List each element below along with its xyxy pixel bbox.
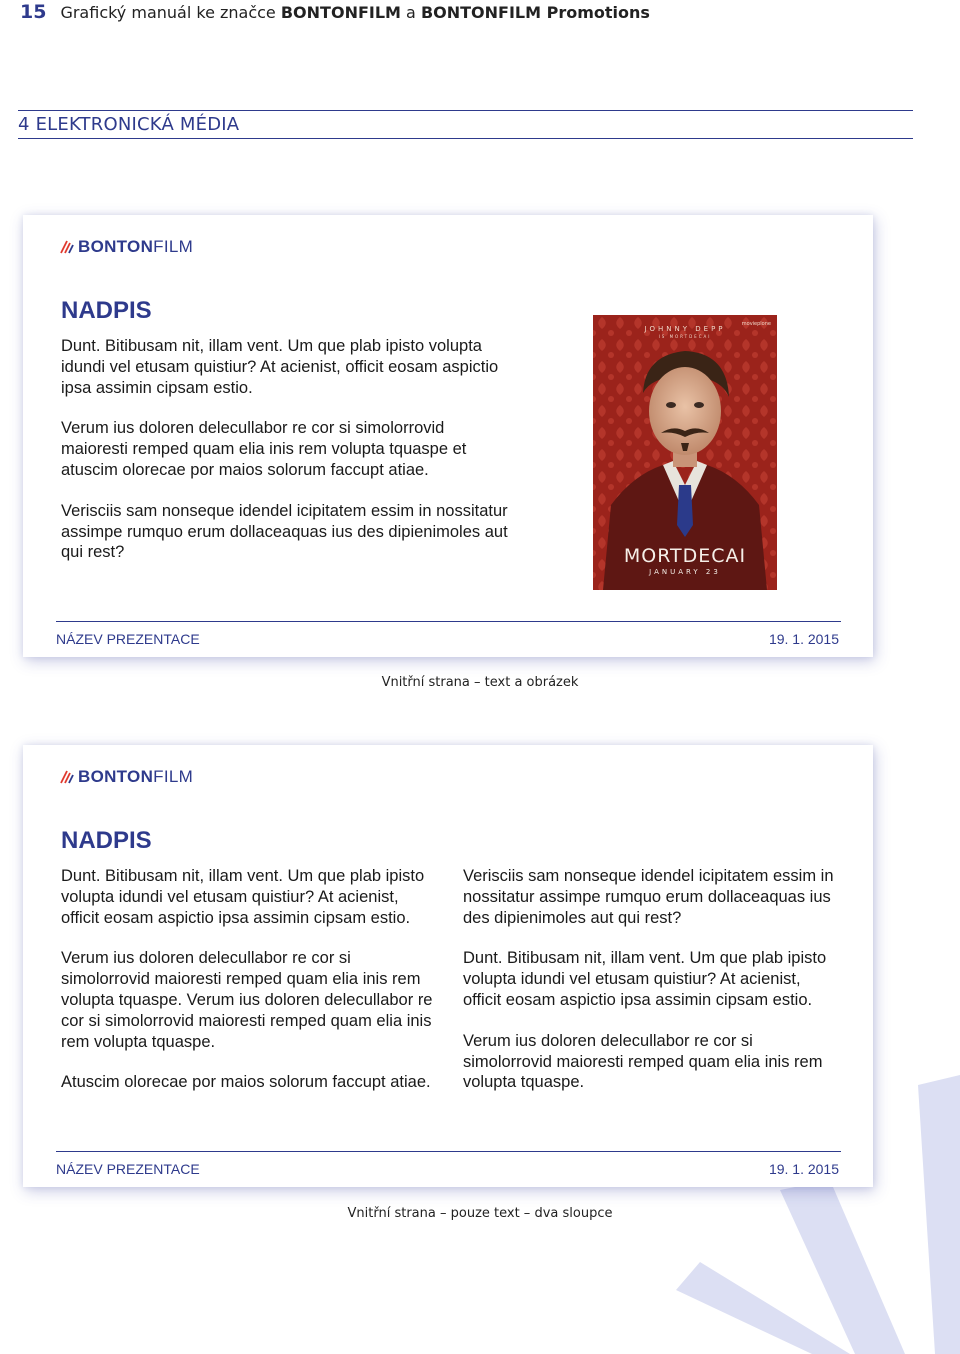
bontonfilm-logo: BONTON FILM (60, 237, 193, 257)
paragraph: Verisciis sam nonseque idendel icipitatem essim in nossitatur assimpe rumquo erum dollaceaquas ius des dipienimoles aut qui rest? (463, 867, 834, 927)
slide-two-columns (23, 745, 873, 1187)
slide-heading: NADPIS (61, 297, 152, 324)
movie-poster-image (593, 315, 777, 590)
bontonfilm-logo: BONTON FILM (60, 767, 193, 787)
paragraph: Verum ius doloren delecullabor re cor si simolorrovid maioresti remped quam elia inis rem volupta tquaspe et atuscim olorecae por maios solorum faccupt atiae. (61, 419, 467, 479)
bontonfilm-logo-icon (60, 240, 76, 254)
section-title: 4 ELEKTRONICKÁ MÉDIA (18, 114, 240, 135)
slide-body (61, 336, 511, 583)
paragraph: Dunt. Bitibusam nit, illam vent. Um que plab ipisto volupta idundi vel etusam quistiur? At acienist, officit eosam aspictio ipsa assimin cipsam estio. (463, 949, 827, 1009)
page-header (20, 0, 650, 24)
paragraph: Atuscim olorecae por maios solorum faccupt atiae. (61, 1073, 431, 1092)
text-column-right (463, 866, 843, 1113)
footer-presentation-name: NÁZEV PREZENTACE (56, 631, 200, 647)
footer-presentation-name: NÁZEV PREZENTACE (56, 1161, 200, 1177)
poster-title: MORTDECAI (623, 545, 747, 567)
text-column-left (61, 866, 441, 1113)
poster-brand: movieplone (741, 321, 771, 327)
poster-actor-subtitle: IS MORTDECAI (658, 334, 712, 339)
footer-date: 19. 1. 2015 (768, 631, 839, 647)
section-rule-top (18, 110, 913, 111)
page-number: 15 (20, 1, 47, 23)
page-header-title: Grafický manuál ke značce BONTONFILM a BONTONFILM Promotions (60, 2, 650, 22)
slide-text-image (23, 215, 873, 657)
slide-caption: Vnitřní strana – text a obrázek (381, 675, 579, 690)
poster-actor: JOHNNY DEPP (644, 325, 726, 333)
bontonfilm-logo-icon (60, 770, 76, 784)
poster-date: JANUARY 23 (649, 568, 721, 576)
slide-footer-rule (56, 1151, 841, 1152)
paragraph: Verum ius doloren delecullabor re cor si simolorrovid maioresti remped quam elia inis rem volupta tquaspe. (463, 1031, 823, 1092)
paragraph: Verisciis sam nonseque idendel icipitatem essim in nossitatur assimpe rumquo erum dollaceaquas ius des dipienimoles aut qui rest? (61, 501, 508, 562)
footer-date: 19. 1. 2015 (768, 1161, 839, 1177)
paragraph: Verum ius doloren delecullabor re cor si simolorrovid maioresti remped quam elia inis rem volupta tquaspe. Verum ius doloren delecullabor re cor si simolorrovid maioresti remped quam elia inis rem volupta tquaspe. (61, 949, 433, 1051)
paragraph: Dunt. Bitibusam nit, illam vent. Um que plab ipisto volupta idundi vel etusam quistiur? At acienist, officit eosam aspictio ipsa assimin cipsam estio. (61, 867, 425, 927)
slide-footer-rule (56, 621, 841, 622)
slide-caption: Vnitřní strana – pouze text – dva sloupce (347, 1206, 613, 1221)
section-rule-bottom (18, 138, 913, 139)
slide-heading: NADPIS (61, 827, 152, 854)
paragraph: Dunt. Bitibusam nit, illam vent. Um que plab ipisto volupta idundi vel etusam quistiur? At acienist, officit eosam aspictio ipsa assimin cipsam estio. (61, 337, 499, 397)
